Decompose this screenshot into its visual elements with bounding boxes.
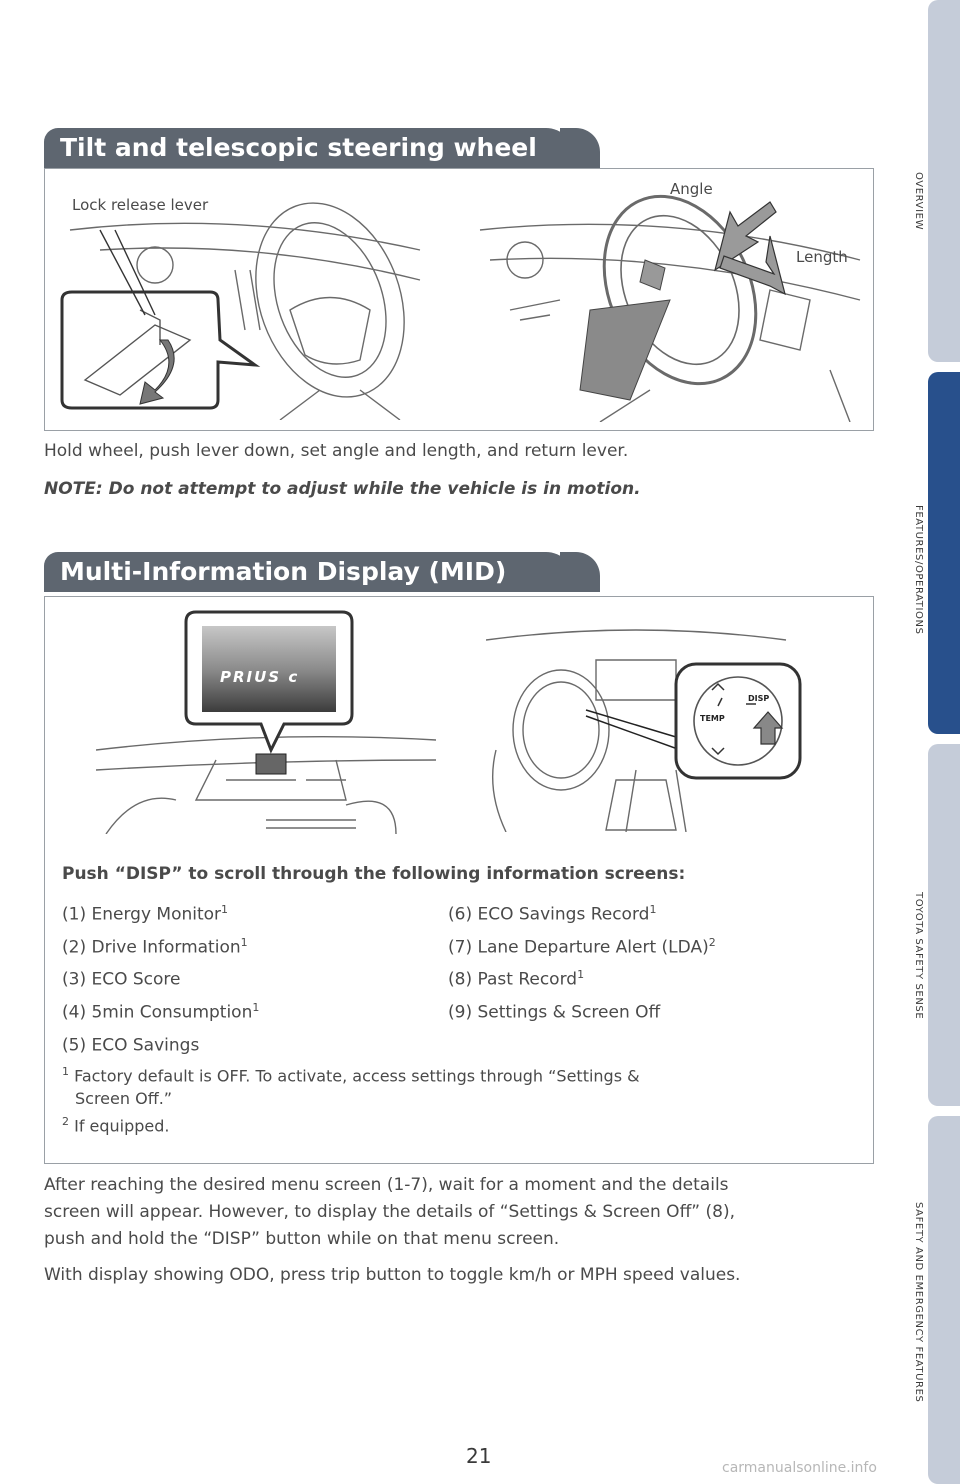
list-item: (5) ECO Savings <box>62 1035 200 1056</box>
mid-section-title <box>44 552 574 592</box>
side-label-features-operations: FEATURES/OPERATIONS <box>913 505 924 635</box>
list-item: (8) Past Record$^1$ <box>448 968 585 990</box>
disp-button-illustration <box>486 620 806 832</box>
steering-adjust-illustration <box>470 190 865 422</box>
tab-overview[interactable] <box>928 0 960 362</box>
side-label-overview: OVERVIEW <box>913 171 924 231</box>
tab-safety-emergency[interactable] <box>928 1116 960 1484</box>
steering-note: NOTE: Do not attempt to adjust while the vehicle is in motion. <box>44 479 641 499</box>
footnote-2: $^2$ If equipped. <box>62 1115 170 1136</box>
steering-title-text: Tilt and telescopic steering wheel <box>60 133 537 162</box>
mid-title-text: Multi-Information Display (MID) <box>60 557 507 586</box>
steering-lock-illustration <box>60 190 430 420</box>
list-item: (9) Settings & Screen Off <box>448 1002 661 1023</box>
lock-release-label: Lock release lever <box>72 196 209 214</box>
side-label-toyota-safety-sense: TOYOTA SAFETY SENSE <box>913 892 924 1020</box>
tab-features-operations[interactable] <box>928 372 960 734</box>
list-item: (2) Drive Information$^1$ <box>62 935 248 958</box>
list-item: (6) ECO Savings Record$^1$ <box>448 903 657 925</box>
steering-instruction: Hold wheel, push lever down, set angle and length, and return lever. <box>44 441 629 461</box>
watermark: carmanualsonline.info <box>722 1460 877 1476</box>
list-item: (7) Lane Departure Alert (LDA)$^2$ <box>448 935 716 958</box>
side-label-safety-emergency: SAFETY AND EMERGENCY FEATURES <box>913 1201 924 1403</box>
list-item: (1) Energy Monitor$^1$ <box>62 903 229 925</box>
page-number: 21 <box>466 1444 492 1468</box>
footnote-1: $^1$ Factory default is OFF. To activate, access settings through “Settings & Screen Off.” <box>62 1065 640 1109</box>
mid-scroll-prompt: Push “DISP” to scroll through the following information screens: <box>62 864 686 884</box>
list-item: (3) ECO Score <box>62 969 181 990</box>
mid-screen-list-left <box>62 896 259 1059</box>
disp-button-label: DISP <box>748 694 770 703</box>
angle-label: Angle <box>670 180 713 198</box>
mid-details-paragraph: After reaching the desired menu screen (1-7), wait for a moment and the details screen will appear. However, to display the details of “Settings & Screen Off” (8), push and hold the “DISP” button while on that menu screen. <box>44 1175 735 1249</box>
mid-screen-list-right <box>448 896 716 1027</box>
temp-button-label: TEMP <box>700 714 725 723</box>
length-label: Length <box>796 248 848 266</box>
mid-display-illustration <box>96 610 436 834</box>
steering-section-title <box>44 128 574 168</box>
tab-toyota-safety-sense[interactable] <box>928 744 960 1106</box>
prius-logo: PRIUS c <box>220 668 300 686</box>
mid-odo-paragraph: With display showing ODO, press trip button to toggle km/h or MPH speed values. <box>44 1265 741 1285</box>
list-item: (4) 5min Consumption$^1$ <box>62 1000 260 1023</box>
